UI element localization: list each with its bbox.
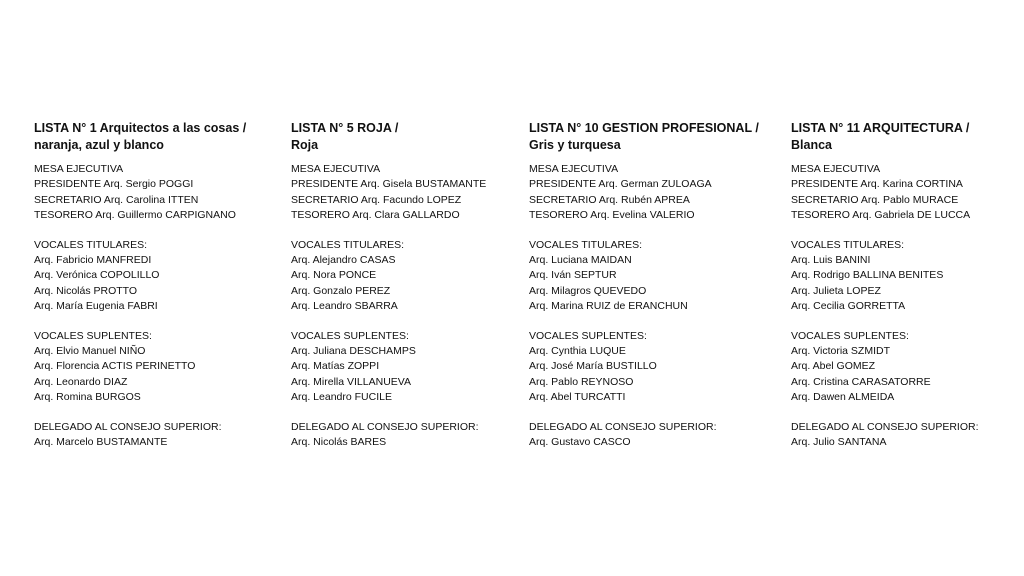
member-line: Arq. Dawen ALMEIDA bbox=[791, 391, 895, 404]
member-line: Arq. Rodrigo BALLINA BENITES bbox=[791, 269, 944, 282]
vocales-suplentes-section bbox=[291, 329, 531, 406]
list-title-line: LISTA N° 1 Arquitectos a las cosas / bbox=[34, 121, 247, 135]
member-line: Arq. Victoria SZMIDT bbox=[791, 345, 890, 358]
list-title-line: Blanca bbox=[791, 138, 832, 152]
mesa-ejecutiva-section bbox=[529, 162, 779, 224]
list-title-line: LISTA N° 10 GESTION PROFESIONAL / bbox=[529, 121, 759, 135]
list-title-line: Roja bbox=[291, 138, 319, 152]
section-heading: VOCALES SUPLENTES: bbox=[529, 329, 647, 342]
list-column bbox=[791, 120, 1024, 465]
member-line: Arq. Cristina CARASATORRE bbox=[791, 375, 931, 388]
member-line: Arq. Cecilia GORRETTA bbox=[791, 300, 906, 313]
section-heading: MESA EJECUTIVA bbox=[791, 163, 881, 175]
member-line: Arq. Luciana MAIDAN bbox=[529, 254, 632, 267]
member-line: SECRETARIO Arq. Rubén APREA bbox=[529, 193, 690, 206]
member-line: Arq. Fabricio MANFREDI bbox=[34, 254, 152, 267]
vocales-suplentes-section bbox=[529, 329, 779, 406]
member-line: SECRETARIO Arq. Carolina ITTEN bbox=[34, 193, 199, 206]
member-line: Arq. Marcelo BUSTAMANTE bbox=[34, 436, 168, 449]
list-column bbox=[529, 120, 779, 465]
member-line: TESORERO Arq. Gabriela DE LUCCA bbox=[791, 209, 971, 222]
member-line: Arq. Pablo REYNOSO bbox=[529, 375, 634, 388]
section-heading: DELEGADO AL CONSEJO SUPERIOR: bbox=[791, 420, 979, 433]
member-line: Arq. José María BUSTILLO bbox=[529, 360, 657, 373]
member-line: Arq. Julieta LOPEZ bbox=[791, 284, 881, 297]
member-line: Arq. Romina BURGOS bbox=[34, 391, 141, 404]
vocales-titulares-section bbox=[529, 238, 779, 315]
vocales-suplentes-section bbox=[791, 329, 1024, 406]
mesa-ejecutiva-section bbox=[34, 162, 274, 224]
vocales-titulares-section bbox=[34, 238, 274, 315]
member-line: PRESIDENTE Arq. German ZULOAGA bbox=[529, 178, 712, 191]
list-title bbox=[791, 120, 1024, 154]
section-heading: VOCALES SUPLENTES: bbox=[34, 329, 152, 342]
vocales-suplentes-section bbox=[34, 329, 274, 406]
member-line: TESORERO Arq. Clara GALLARDO bbox=[291, 209, 460, 222]
member-line: Arq. Milagros QUEVEDO bbox=[529, 284, 647, 297]
member-line: SECRETARIO Arq. Pablo MURACE bbox=[791, 193, 959, 206]
member-line: Arq. Leandro FUCILE bbox=[291, 391, 392, 404]
member-line: Arq. Cynthia LUQUE bbox=[529, 345, 626, 358]
member-line: Arq. Juliana DESCHAMPS bbox=[291, 345, 416, 358]
section-heading: VOCALES TITULARES: bbox=[791, 238, 905, 251]
member-line: Arq. Marina RUIZ de ERANCHUN bbox=[529, 300, 688, 313]
delegado-section bbox=[791, 420, 1024, 451]
section-heading: MESA EJECUTIVA bbox=[291, 163, 381, 175]
vocales-titulares-section bbox=[791, 238, 1024, 315]
member-line: Arq. Luis BANINI bbox=[791, 254, 871, 267]
member-line: Arq. Mirella VILLANUEVA bbox=[291, 375, 412, 388]
member-line: Arq. Nicolás PROTTO bbox=[34, 284, 138, 297]
list-column bbox=[34, 120, 274, 465]
member-line: Arq. Abel TURCATTI bbox=[529, 391, 626, 404]
member-line: Arq. Leonardo DIAZ bbox=[34, 375, 128, 388]
section-heading: VOCALES SUPLENTES: bbox=[291, 329, 409, 342]
list-title bbox=[529, 120, 779, 154]
member-line: Arq. Elvio Manuel NIÑO bbox=[34, 345, 146, 358]
list-title-line: Gris y turquesa bbox=[529, 138, 621, 152]
member-line: PRESIDENTE Arq. Karina CORTINA bbox=[791, 178, 963, 191]
section-heading: VOCALES TITULARES: bbox=[529, 238, 643, 251]
delegado-section bbox=[291, 420, 531, 451]
list-column bbox=[291, 120, 531, 465]
delegado-section bbox=[34, 420, 274, 451]
member-line: PRESIDENTE Arq. Gisela BUSTAMANTE bbox=[291, 178, 487, 191]
section-heading: VOCALES TITULARES: bbox=[34, 238, 148, 251]
member-line: Arq. Verónica COPOLILLO bbox=[34, 269, 160, 282]
list-title-line: naranja, azul y blanco bbox=[34, 138, 164, 152]
member-line: Arq. Gustavo CASCO bbox=[529, 436, 631, 449]
member-line: Arq. Leandro SBARRA bbox=[291, 300, 398, 313]
member-line: TESORERO Arq. Evelina VALERIO bbox=[529, 209, 695, 222]
member-line: TESORERO Arq. Guillermo CARPIGNANO bbox=[34, 209, 236, 222]
section-heading: DELEGADO AL CONSEJO SUPERIOR: bbox=[529, 420, 717, 433]
list-title-line: LISTA N° 11 ARQUITECTURA / bbox=[791, 121, 970, 135]
delegado-section bbox=[529, 420, 779, 451]
section-heading: DELEGADO AL CONSEJO SUPERIOR: bbox=[34, 420, 222, 433]
member-line: Arq. Nora PONCE bbox=[291, 269, 377, 282]
member-line: Arq. María Eugenia FABRI bbox=[34, 300, 158, 313]
member-line: Arq. Alejandro CASAS bbox=[291, 254, 396, 267]
section-heading: DELEGADO AL CONSEJO SUPERIOR: bbox=[291, 420, 479, 433]
member-line: Arq. Abel GOMEZ bbox=[791, 360, 876, 373]
member-line: Arq. Nicolás BARES bbox=[291, 436, 387, 449]
section-heading: VOCALES TITULARES: bbox=[291, 238, 405, 251]
member-line: Arq. Matías ZOPPI bbox=[291, 360, 380, 373]
section-heading: MESA EJECUTIVA bbox=[34, 163, 124, 175]
member-line: PRESIDENTE Arq. Sergio POGGI bbox=[34, 178, 194, 191]
list-title-line: LISTA N° 5 ROJA / bbox=[291, 121, 399, 135]
section-heading: VOCALES SUPLENTES: bbox=[791, 329, 909, 342]
member-line: Arq. Florencia ACTIS PERINETTO bbox=[34, 360, 196, 373]
vocales-titulares-section bbox=[291, 238, 531, 315]
mesa-ejecutiva-section bbox=[791, 162, 1024, 224]
member-line: SECRETARIO Arq. Facundo LOPEZ bbox=[291, 193, 462, 206]
member-line: Arq. Gonzalo PEREZ bbox=[291, 284, 391, 297]
mesa-ejecutiva-section bbox=[291, 162, 531, 224]
section-heading: MESA EJECUTIVA bbox=[529, 163, 619, 175]
member-line: Arq. Julio SANTANA bbox=[791, 436, 887, 449]
list-title bbox=[34, 120, 274, 154]
list-title bbox=[291, 120, 531, 154]
member-line: Arq. Iván SEPTUR bbox=[529, 269, 617, 282]
